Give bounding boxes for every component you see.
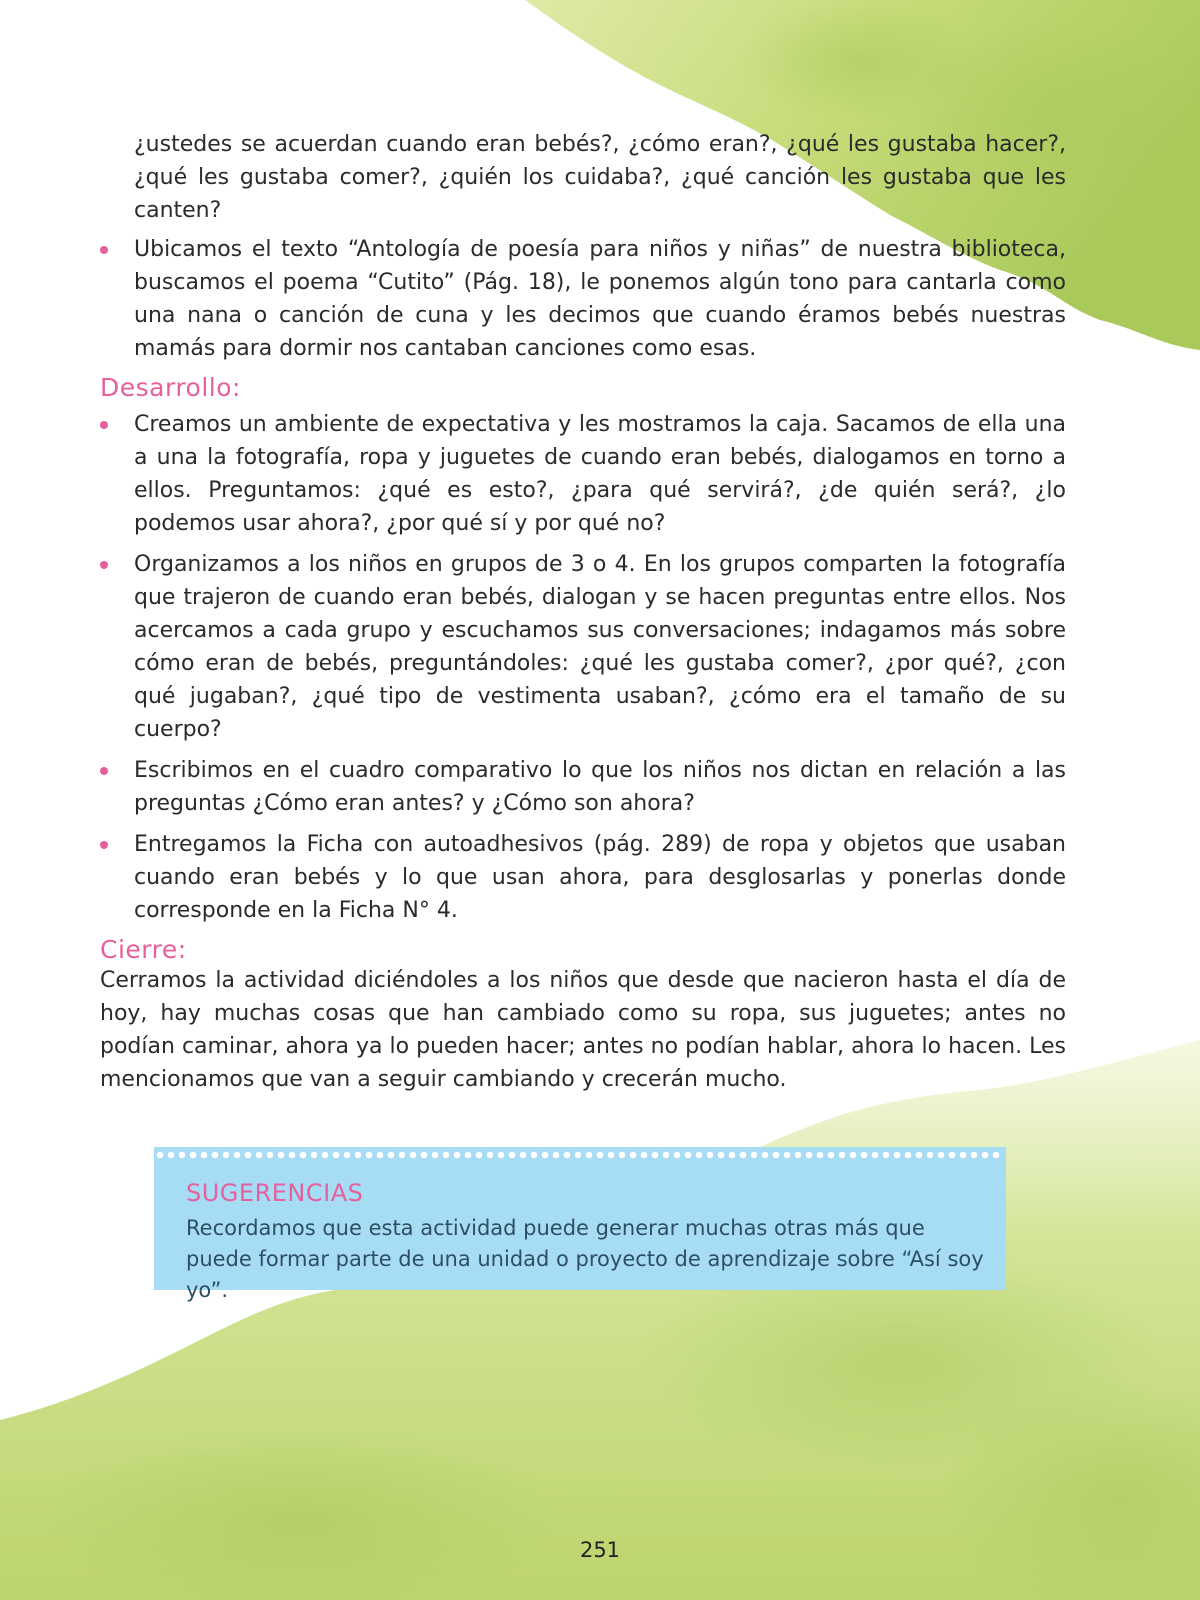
hole-dot bbox=[553, 1152, 560, 1159]
hole-dot bbox=[344, 1152, 351, 1159]
main-content bbox=[100, 128, 1066, 1096]
hole-dot bbox=[894, 1152, 901, 1159]
hole-dot bbox=[465, 1152, 472, 1159]
hole-dot bbox=[322, 1152, 329, 1159]
hole-dot bbox=[641, 1152, 648, 1159]
hole-dot bbox=[190, 1152, 197, 1159]
list-item-text: Ubicamos el texto “Antología de poesía para niños y niñas” de nuestra biblioteca, buscamos el poema “Cutito” (Pág. 18), le ponemos algún tono para cantarla como una nana o canción de cuna y les decimos que cuando éramos bebés nuestras mamás para dormir nos cantaban canciones como esas. bbox=[134, 237, 1066, 361]
notebook-holes-decoration bbox=[154, 1147, 1006, 1163]
hole-dot bbox=[300, 1152, 307, 1159]
hole-dot bbox=[740, 1152, 747, 1159]
list-item bbox=[100, 408, 1066, 540]
hole-dot bbox=[938, 1152, 945, 1159]
hole-dot bbox=[608, 1152, 615, 1159]
cierre-text: Cerramos la actividad diciéndoles a los niños que desde que nacieron hasta el día de hoy, hay muchas cosas que han cambiado como su ropa, sus juguetes; antes no podían caminar, ahora ya lo pueden hacer; antes no podían hablar, ahora lo hacen. Les mencionamos que van a seguir cambiando y crecerán mucho. bbox=[100, 968, 1066, 1092]
page-number: 251 bbox=[579, 1538, 621, 1562]
desarrollo-bullet-list bbox=[100, 408, 1066, 927]
list-item-text: Escribimos en el cuadro comparativo lo que los niños nos dictan en relación a las preguntas ¿Cómo eran antes? y ¿Cómo son ahora? bbox=[134, 758, 1066, 816]
hole-dot bbox=[707, 1152, 714, 1159]
hole-dot bbox=[278, 1152, 285, 1159]
list-item-text: Entregamos la Ficha con autoadhesivos (pág. 289) de ropa y objetos que usaban cuando eran bebés y lo que usan ahora, para desglosarlas y ponerlas donde corresponde en la Ficha N° 4. bbox=[134, 832, 1066, 923]
sugerencias-box bbox=[154, 1147, 1006, 1302]
hole-dot bbox=[542, 1152, 549, 1159]
hole-dot bbox=[267, 1152, 274, 1159]
hole-dot bbox=[443, 1152, 450, 1159]
bullet-icon bbox=[100, 841, 108, 849]
hole-dot bbox=[971, 1152, 978, 1159]
hole-dot bbox=[333, 1152, 340, 1159]
sugerencias-title: SUGERENCIAS bbox=[186, 1179, 364, 1207]
hole-dot bbox=[784, 1152, 791, 1159]
hole-dot bbox=[828, 1152, 835, 1159]
sugerencias-text: Recordamos que esta actividad puede generar muchas otras más que puede formar parte de una unidad o proyecto de aprendizaje sobre “Así soy yo”. bbox=[186, 1216, 984, 1302]
list-item-text: Creamos un ambiente de expectativa y les mostramos la caja. Sacamos de ella una a una la fotografía, ropa y juguetes de cuando eran bebés, dialogamos en torno a ellos. Preguntamos: ¿qué es esto?, ¿para qué servirá?, ¿de quién será?, ¿lo podemos usar ahora?, ¿por qué sí y por qué no? bbox=[134, 412, 1066, 536]
hole-dot bbox=[795, 1152, 802, 1159]
hole-dot bbox=[751, 1152, 758, 1159]
hole-dot bbox=[432, 1152, 439, 1159]
hole-dot bbox=[245, 1152, 252, 1159]
hole-dot bbox=[179, 1152, 186, 1159]
hole-dot bbox=[399, 1152, 406, 1159]
hole-dot bbox=[674, 1152, 681, 1159]
hole-dot bbox=[421, 1152, 428, 1159]
hole-dot bbox=[234, 1152, 241, 1159]
hole-dot bbox=[201, 1152, 208, 1159]
hole-dot bbox=[806, 1152, 813, 1159]
hole-dot bbox=[652, 1152, 659, 1159]
list-item bbox=[100, 754, 1066, 820]
hole-dot bbox=[531, 1152, 538, 1159]
hole-dot bbox=[157, 1152, 164, 1159]
hole-dot bbox=[168, 1152, 175, 1159]
hole-dot bbox=[685, 1152, 692, 1159]
bullet-icon bbox=[100, 561, 108, 569]
hole-dot bbox=[982, 1152, 989, 1159]
hole-dot bbox=[476, 1152, 483, 1159]
hole-dot bbox=[817, 1152, 824, 1159]
hole-dot bbox=[949, 1152, 956, 1159]
hole-dot bbox=[256, 1152, 263, 1159]
hole-dot bbox=[212, 1152, 219, 1159]
list-item bbox=[100, 548, 1066, 746]
hole-dot bbox=[905, 1152, 912, 1159]
hole-dot bbox=[883, 1152, 890, 1159]
hole-dot bbox=[773, 1152, 780, 1159]
hole-dot bbox=[850, 1152, 857, 1159]
bullet-icon bbox=[100, 246, 108, 254]
intro-bullet-list bbox=[100, 233, 1066, 365]
hole-dot bbox=[861, 1152, 868, 1159]
list-item bbox=[100, 233, 1066, 365]
hole-dot bbox=[454, 1152, 461, 1159]
hole-dot bbox=[916, 1152, 923, 1159]
hole-dot bbox=[993, 1152, 1000, 1159]
hole-dot bbox=[575, 1152, 582, 1159]
bullet-icon bbox=[100, 767, 108, 775]
hole-dot bbox=[311, 1152, 318, 1159]
desarrollo-heading: Desarrollo: bbox=[100, 373, 241, 402]
hole-dot bbox=[410, 1152, 417, 1159]
hole-dot bbox=[762, 1152, 769, 1159]
list-item bbox=[100, 828, 1066, 927]
hole-dot bbox=[388, 1152, 395, 1159]
hole-dot bbox=[927, 1152, 934, 1159]
bullet-icon bbox=[100, 421, 108, 429]
hole-dot bbox=[839, 1152, 846, 1159]
hole-dot bbox=[564, 1152, 571, 1159]
hole-dot bbox=[520, 1152, 527, 1159]
hole-dot bbox=[597, 1152, 604, 1159]
hole-dot bbox=[960, 1152, 967, 1159]
hole-dot bbox=[498, 1152, 505, 1159]
hole-dot bbox=[718, 1152, 725, 1159]
hole-dot bbox=[355, 1152, 362, 1159]
hole-dot bbox=[663, 1152, 670, 1159]
hole-dot bbox=[696, 1152, 703, 1159]
hole-dot bbox=[630, 1152, 637, 1159]
hole-dot bbox=[223, 1152, 230, 1159]
hole-dot bbox=[619, 1152, 626, 1159]
hole-dot bbox=[487, 1152, 494, 1159]
list-item-text: Organizamos a los niños en grupos de 3 o 4. En los grupos comparten la fotografía que trajeron de cuando eran bebés, dialogan y se hacen preguntas entre ellos. Nos acercamos a cada grupo y escuchamos sus conversaciones; indagamos más sobre cómo eran de bebés, preguntándoles: ¿qué les gustaba comer?, ¿por qué?, ¿con qué jugaban?, ¿qué tipo de vestimenta usaban?, ¿cómo era el tamaño de su cuerpo? bbox=[134, 552, 1066, 742]
hole-dot bbox=[377, 1152, 384, 1159]
hole-dot bbox=[872, 1152, 879, 1159]
cierre-heading: Cierre: bbox=[100, 935, 187, 964]
hole-dot bbox=[509, 1152, 516, 1159]
intro-continuation: ¿ustedes se acuerdan cuando eran bebés?, ¿cómo eran?, ¿qué les gustaba hacer?, ¿qué les gustaba comer?, ¿quién los cuidaba?, ¿qué canción les gustaba que les canten? bbox=[134, 132, 1066, 223]
hole-dot bbox=[729, 1152, 736, 1159]
hole-dot bbox=[289, 1152, 296, 1159]
hole-dot bbox=[586, 1152, 593, 1159]
hole-dot bbox=[366, 1152, 373, 1159]
